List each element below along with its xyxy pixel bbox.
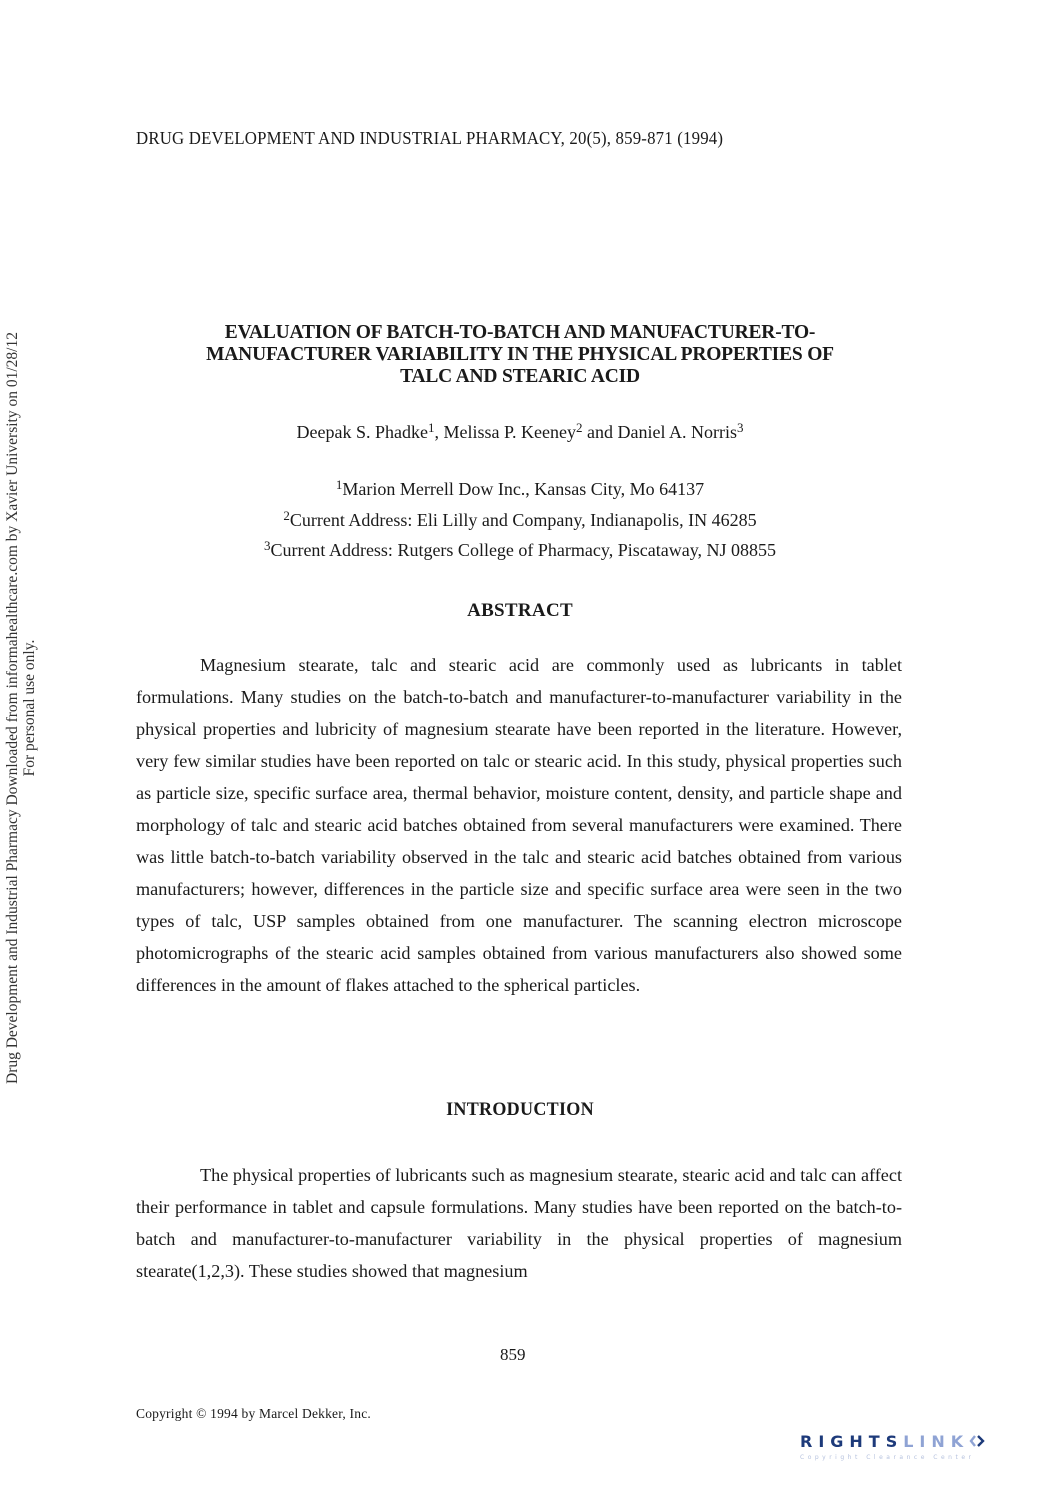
affiliation [150,535,890,566]
abstract-heading: ABSTRACT [467,600,573,621]
page-number: 859 [500,1345,526,1364]
rightslink-wordmark [800,1432,1040,1451]
affiliation-text: Current Address: Rutgers College of Pharmacy, Piscataway, NJ 08855 [270,540,777,560]
author-affiliation-mark: 1 [428,420,435,435]
watermark-line: For personal use only. [21,639,38,777]
author-list [150,422,890,443]
title-line: TALC AND STEARIC ACID [400,366,640,387]
watermark-line: Drug Development and Industrial Pharmacy Downloaded from informahealthcare.com by Xavier University on 01/28/12 [4,332,21,1084]
author-separator: , [434,422,444,442]
copyright-notice: Copyright © 1994 by Marcel Dekker, Inc. [136,1406,371,1421]
rightslink-word-rights: RIGHTS [800,1432,904,1451]
article-title [150,322,890,388]
introduction-text: The physical properties of lubricants such as magnesium stearate, stearic acid and talc can affect their performance in tablet and capsule formulations. Many studies have been reported on the batch-to-batch and manufacturer-to-manufacturer variability in the physical properties of magnesium stearate(1,2,3). These studies showed that magnesium [136,1165,902,1281]
introduction-heading: INTRODUCTION [446,1099,594,1120]
abstract-paragraph [136,649,902,1001]
affiliation [150,474,890,505]
rightslink-word-link: LINK [903,1432,970,1451]
rightslink-logo[interactable] [800,1432,1040,1472]
rightslink-subtitle: Copyright Clearance Center [800,1454,975,1461]
author-affiliation-mark: 3 [736,420,744,435]
affiliations [150,474,890,566]
author-name: Daniel A. Norris [617,422,737,442]
author-name: Melissa P. Keeney [443,422,576,442]
affiliation-mark: 3 [263,538,271,553]
title-line: EVALUATION OF BATCH-TO-BATCH AND MANUFACTURER-TO- [224,322,816,343]
author-affiliation-mark: 2 [575,420,583,435]
author-name: Deepak S. Phadke [296,422,428,442]
affiliation [150,505,890,536]
introduction-paragraph [136,1159,902,1287]
affiliation-mark: 2 [283,507,290,523]
affiliation-text: Current Address: Eli Lilly and Company, Indianapolis, IN 46285 [289,509,757,530]
running-head: DRUG DEVELOPMENT AND INDUSTRIAL PHARMACY, 20(5), 859-871 (1994) [136,128,724,148]
download-watermark [4,248,38,1168]
abstract-text: Magnesium stearate, talc and stearic acid are commonly used as lubricants in tablet formulations. Many studies on the batch-to-batch and manufacturer-to-manufacturer variability in the physical properties and lubricity of magnesium stearate have been reported in the literature. However, very few similar studies have been reported on talc or stearic acid. In this study, physical properties such as particle size, specific surface area, thermal behavior, moisture content, density, and particle shape and morphology of talc and stearic acid batches obtained from several manufacturers were examined. There was little batch-to-batch variability observed in the talc and stearic acid batches obtained from various manufacturers; however, differences in the particle size and specific surface area were seen in the two types of talc, USP samples obtained from one manufacturer. The scanning electron microscope photomicrographs of the stearic acid samples obtained from various manufacturers also showed some differences in the amount of flakes attached to the spherical particles. [136,655,902,995]
title-line: MANUFACTURER VARIABILITY IN THE PHYSICAL PROPERTIES OF [206,344,834,365]
chevron-brackets-icon [969,1433,985,1449]
author-separator: and [582,422,618,442]
affiliation-mark: 1 [335,477,343,492]
affiliation-text: Marion Merrell Dow Inc., Kansas City, Mo 64137 [342,479,705,499]
